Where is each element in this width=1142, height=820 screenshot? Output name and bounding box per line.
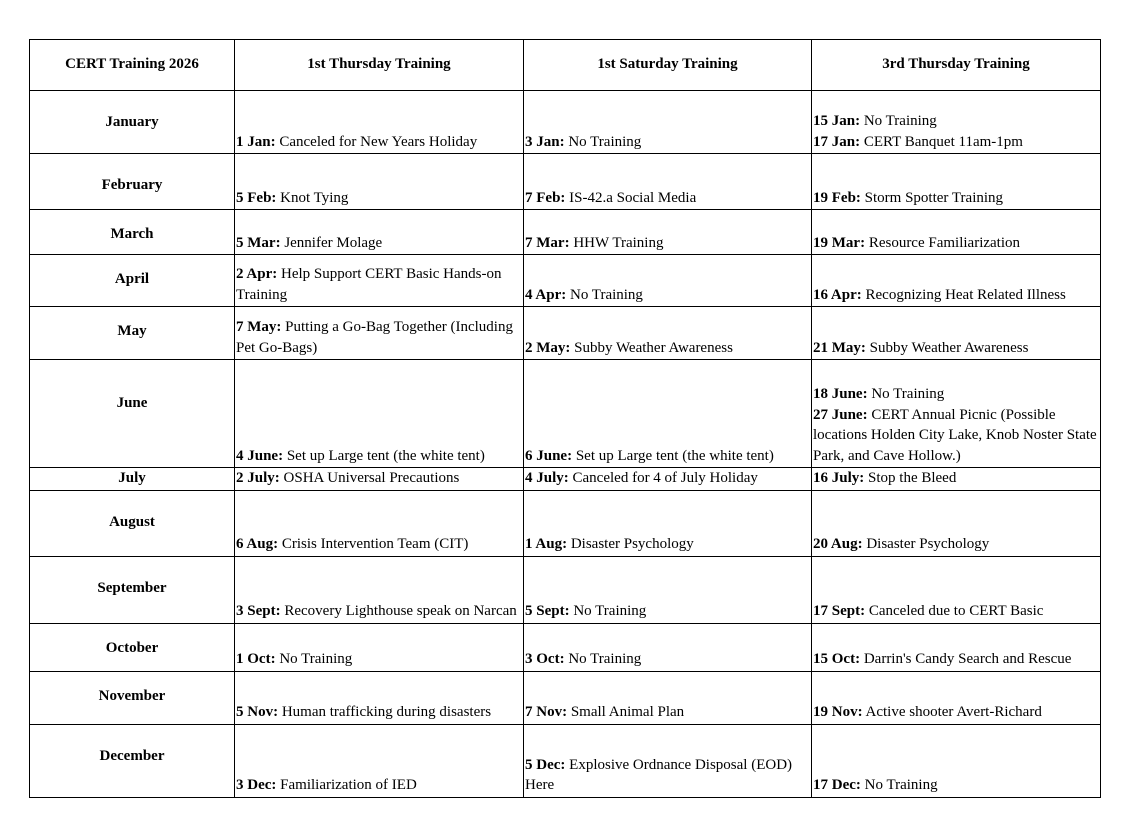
month-label: April [30, 255, 235, 307]
entry-date: 5 Dec: [525, 756, 566, 773]
cell-third-thursday [812, 490, 1101, 556]
cell-first-thursday [235, 360, 524, 468]
entry-date: 15 Jan: [813, 113, 861, 129]
training-entry [236, 188, 522, 209]
entry-description: Familiarization of IED [276, 777, 417, 793]
entry-description: Knot Tying [276, 189, 349, 206]
cell-first-thursday [235, 623, 524, 671]
entry-description: No Training [860, 113, 937, 129]
entry-description: Subby Weather Awareness [865, 339, 1029, 356]
table-row [30, 671, 1101, 724]
training-entry [525, 338, 810, 359]
entry-date: 17 Jan: [813, 133, 861, 150]
cell-first-saturday [524, 91, 812, 154]
training-entry [813, 233, 1099, 254]
table-row [30, 556, 1101, 623]
entry-date: 27 June: [813, 406, 868, 423]
training-entry [813, 132, 1099, 153]
table-row [30, 154, 1101, 210]
entry-date: 15 Oct: [813, 651, 861, 667]
cell-first-saturday [524, 724, 812, 797]
training-entry [236, 702, 522, 723]
training-entry [813, 285, 1099, 306]
month-label: June [30, 360, 235, 468]
training-entry [236, 601, 522, 622]
table-row [30, 91, 1101, 154]
training-entry [236, 534, 522, 555]
cell-first-thursday [235, 671, 524, 724]
entry-description: No Training [867, 386, 945, 402]
training-entry [813, 534, 1099, 555]
cell-first-thursday [235, 307, 524, 360]
header-1st-thursday: 1st Thursday Training [235, 40, 524, 91]
training-entry [525, 534, 810, 555]
training-entry [813, 188, 1099, 209]
schedule-body [30, 91, 1101, 798]
entry-description: Canceled due to CERT Basic [865, 603, 1044, 619]
table-row [30, 210, 1101, 255]
entry-date: 1 Jan: [236, 133, 276, 150]
training-entry [525, 702, 810, 723]
table-row [30, 724, 1101, 797]
cell-third-thursday [812, 307, 1101, 360]
table-row [30, 623, 1101, 671]
entry-description: Crisis Intervention Team (CIT) [278, 536, 469, 552]
entry-description: Canceled for 4 of July Holiday [568, 470, 758, 486]
cell-third-thursday [812, 556, 1101, 623]
header-1st-saturday: 1st Saturday Training [524, 40, 812, 91]
entry-description: Putting a Go-Bag Together (Including Pet Go-Bags) [236, 319, 513, 356]
entry-description: Canceled for New Years Holiday [275, 133, 478, 150]
cell-third-thursday [812, 255, 1101, 307]
cell-third-thursday [812, 360, 1101, 468]
cell-first-thursday [235, 724, 524, 797]
training-entry [236, 264, 522, 305]
cell-third-thursday [812, 210, 1101, 255]
cell-third-thursday [812, 724, 1101, 797]
entry-date: 2 July: [236, 470, 280, 486]
entry-description: OSHA Universal Precautions [279, 470, 460, 486]
entry-description: No Training [860, 777, 938, 793]
training-entry [525, 755, 810, 796]
cell-third-thursday [812, 671, 1101, 724]
entry-date: 6 June: [525, 447, 573, 464]
entry-description: No Training [564, 133, 642, 150]
entry-description: IS-42.a Social Media [565, 189, 697, 206]
cell-first-saturday [524, 671, 812, 724]
entry-date: 3 Jan: [525, 133, 565, 150]
entry-description: Human trafficking during disasters [278, 704, 492, 720]
cell-first-thursday [235, 556, 524, 623]
training-entry [236, 233, 522, 254]
entry-description: Disaster Psychology [862, 536, 990, 552]
entry-date: 16 Apr: [813, 286, 862, 303]
cell-first-saturday [524, 623, 812, 671]
entry-date: 1 Aug: [525, 536, 568, 552]
entry-date: 7 Feb: [525, 189, 566, 206]
training-entry [813, 775, 1099, 796]
month-label: August [30, 490, 235, 556]
month-label: January [30, 91, 235, 154]
training-entry [525, 132, 810, 153]
entry-description: Storm Spotter Training [860, 189, 1004, 206]
cell-first-saturday [524, 556, 812, 623]
entry-date: 19 Mar: [813, 234, 866, 251]
training-entry [813, 338, 1099, 359]
training-entry [236, 468, 522, 489]
training-entry [236, 649, 522, 670]
month-label: July [30, 468, 235, 491]
cell-first-saturday [524, 307, 812, 360]
month-label: February [30, 154, 235, 210]
training-schedule-table [29, 39, 1101, 798]
entry-description: Subby Weather Awareness [570, 339, 733, 356]
entry-date: 6 Aug: [236, 536, 279, 552]
cell-third-thursday [812, 623, 1101, 671]
training-entry [236, 317, 522, 358]
cell-first-thursday [235, 490, 524, 556]
entry-description: No Training [564, 651, 642, 667]
entry-date: 7 Nov: [525, 704, 568, 720]
cell-first-thursday [235, 91, 524, 154]
entry-date: 4 Apr: [525, 286, 567, 303]
entry-date: 1 Oct: [236, 651, 276, 667]
entry-description: No Training [275, 651, 353, 667]
month-label: December [30, 724, 235, 797]
cell-first-thursday [235, 154, 524, 210]
entry-date: 7 Mar: [525, 234, 570, 251]
entry-date: 5 Nov: [236, 704, 279, 720]
table-row [30, 307, 1101, 360]
cell-first-saturday [524, 154, 812, 210]
entry-date: 4 July: [525, 470, 569, 486]
entry-date: 3 Sept: [236, 603, 281, 619]
cell-first-saturday [524, 360, 812, 468]
month-label: May [30, 307, 235, 360]
entry-description: Disaster Psychology [567, 536, 694, 552]
training-entry [525, 188, 810, 209]
training-entry [813, 468, 1099, 489]
entry-date: 20 Aug: [813, 536, 863, 552]
header-row [30, 40, 1101, 91]
training-entry [813, 702, 1099, 723]
month-label: November [30, 671, 235, 724]
entry-description: Explosive Ordnance Disposal (EOD) Here [525, 756, 793, 793]
training-entry [813, 405, 1099, 467]
entry-date: 19 Nov: [813, 704, 863, 720]
table-row [30, 255, 1101, 307]
cell-first-saturday [524, 255, 812, 307]
cell-first-thursday [235, 255, 524, 307]
entry-date: 17 Dec: [813, 777, 861, 793]
entry-date: 7 May: [236, 319, 282, 335]
cell-first-thursday [235, 468, 524, 491]
entry-date: 2 May: [525, 339, 571, 356]
entry-description: Recognizing Heat Related Illness [861, 286, 1066, 303]
header-3rd-thursday: 3rd Thursday Training [812, 40, 1101, 91]
training-entry [525, 649, 810, 670]
cell-first-thursday [235, 210, 524, 255]
entry-date: 5 Sept: [525, 603, 570, 619]
entry-date: 21 May: [813, 339, 866, 356]
entry-description: Set up Large tent (the white tent) [283, 447, 485, 464]
entry-date: 5 Mar: [236, 234, 281, 251]
training-entry [236, 446, 522, 467]
entry-date: 3 Dec: [236, 777, 277, 793]
entry-description: Stop the Bleed [864, 470, 957, 486]
cell-third-thursday [812, 91, 1101, 154]
training-entry [525, 468, 810, 489]
entry-description: Help Support CERT Basic Hands-on Training [236, 266, 502, 303]
training-entry [236, 775, 522, 796]
entry-date: 16 July: [813, 470, 865, 486]
table-row [30, 360, 1101, 468]
table-row [30, 468, 1101, 491]
month-label: March [30, 210, 235, 255]
entry-description: Set up Large tent (the white tent) [572, 447, 774, 464]
entry-description: Recovery Lighthouse speak on Narcan [280, 603, 517, 619]
entry-description: Small Animal Plan [567, 704, 685, 720]
entry-description: CERT Annual Picnic (Possible locations Holden City Lake, Knob Noster State Park, and Cave Hollow.) [813, 406, 1097, 464]
table-row [30, 490, 1101, 556]
cell-third-thursday [812, 154, 1101, 210]
entry-date: 2 Apr: [236, 266, 278, 282]
training-entry [525, 446, 810, 467]
training-entry [525, 601, 810, 622]
cell-third-thursday [812, 468, 1101, 491]
training-entry [813, 384, 1099, 405]
entry-description: No Training [566, 286, 643, 303]
training-entry [813, 111, 1099, 132]
entry-date: 18 June: [813, 386, 868, 402]
entry-date: 19 Feb: [813, 189, 861, 206]
month-label: September [30, 556, 235, 623]
entry-date: 4 June: [236, 447, 284, 464]
header-title: CERT Training 2026 [30, 40, 235, 91]
entry-date: 17 Sept: [813, 603, 866, 619]
cell-first-saturday [524, 468, 812, 491]
training-entry [236, 132, 522, 153]
entry-description: No Training [569, 603, 647, 619]
entry-date: 5 Feb: [236, 189, 277, 206]
entry-description: Resource Familiarization [865, 234, 1021, 251]
training-entry [525, 233, 810, 254]
entry-description: CERT Banquet 11am-1pm [860, 133, 1023, 150]
cell-first-saturday [524, 210, 812, 255]
training-entry [813, 601, 1099, 622]
entry-description: Jennifer Molage [280, 234, 383, 251]
month-label: October [30, 623, 235, 671]
training-entry [813, 649, 1099, 670]
cell-first-saturday [524, 490, 812, 556]
entry-description: Active shooter Avert-Richard [862, 704, 1042, 720]
training-entry [525, 285, 810, 306]
entry-date: 3 Oct: [525, 651, 565, 667]
entry-description: HHW Training [569, 234, 664, 251]
entry-description: Darrin's Candy Search and Rescue [860, 651, 1072, 667]
